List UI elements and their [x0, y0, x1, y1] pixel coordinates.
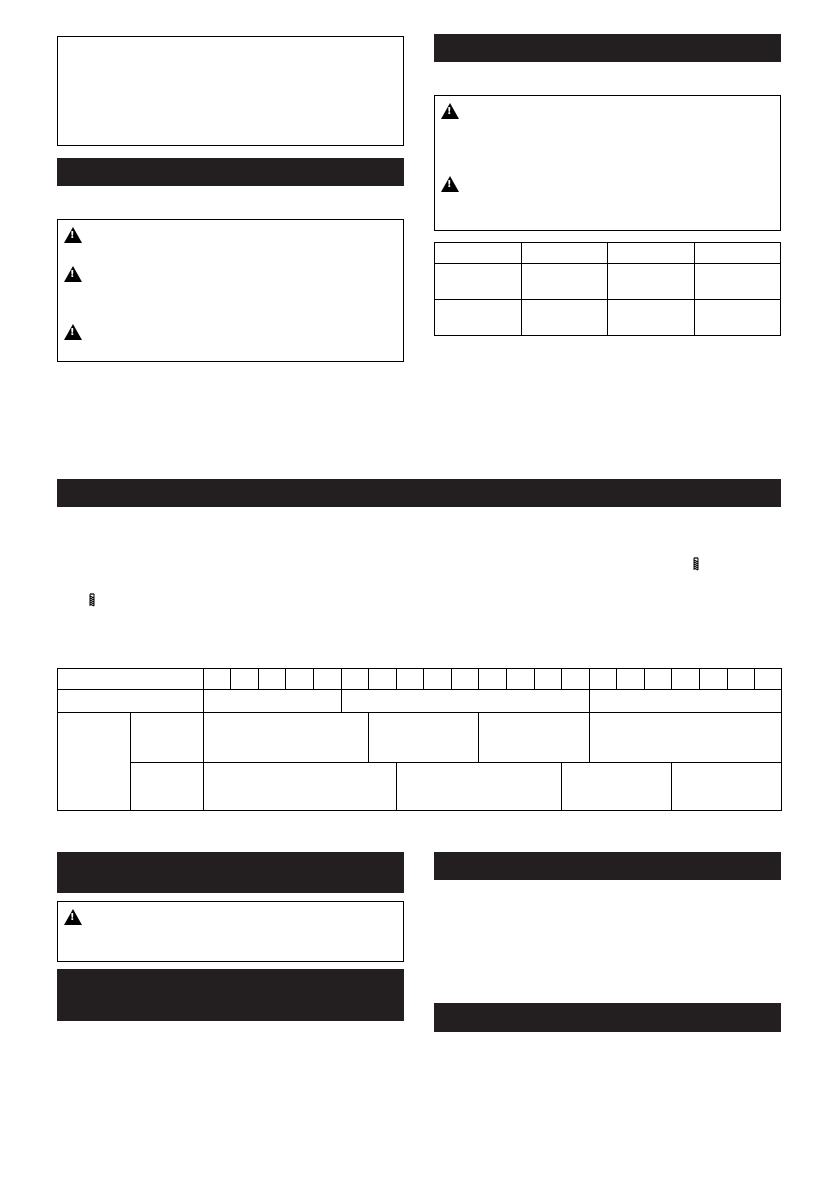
section-heading-bar — [57, 479, 781, 507]
drill-bit-icon — [88, 593, 96, 607]
warning-box — [434, 95, 781, 231]
warning-box — [57, 219, 404, 362]
warning-icon — [441, 103, 459, 119]
table-cell — [694, 264, 781, 300]
section-heading-bar — [57, 852, 404, 893]
table-cell — [435, 243, 522, 264]
table-cell — [435, 264, 522, 300]
warning-icon — [64, 227, 82, 243]
section-heading-bar — [57, 969, 404, 1021]
table-cell — [521, 243, 608, 264]
table-cell — [608, 300, 695, 336]
table-cell — [521, 300, 608, 336]
table-cell — [694, 300, 781, 336]
settings-table — [57, 668, 783, 812]
table-cell — [521, 264, 608, 300]
drill-bit-icon — [692, 557, 700, 571]
section-heading-bar — [434, 852, 781, 880]
section-heading-bar — [57, 158, 404, 186]
table-cell — [435, 300, 522, 336]
spec-table — [434, 242, 781, 336]
warning-box — [57, 901, 404, 962]
warning-icon — [64, 909, 82, 925]
table-cell — [608, 243, 695, 264]
warning-icon — [64, 324, 82, 340]
warning-icon — [441, 176, 459, 192]
table-cell — [694, 243, 781, 264]
warning-icon — [64, 266, 82, 282]
table-cell — [608, 264, 695, 300]
section-heading-bar — [434, 34, 781, 62]
notice-box — [57, 36, 404, 146]
section-heading-bar — [434, 1003, 781, 1032]
